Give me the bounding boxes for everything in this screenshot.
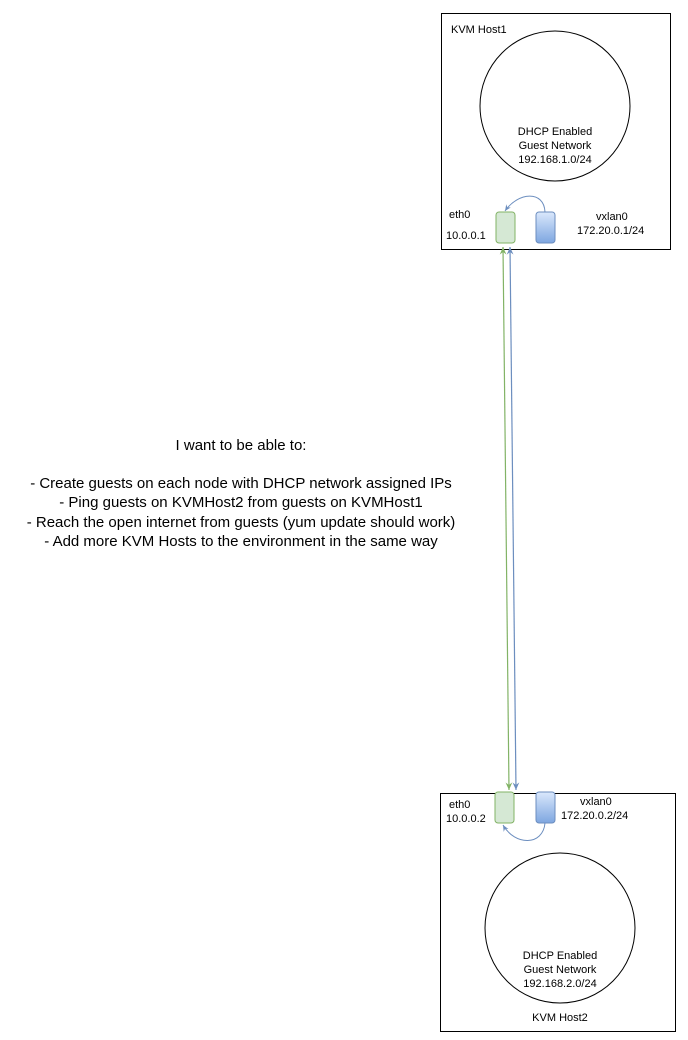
requirement-item: - Create guests on each node with DHCP network assigned IPs	[30, 475, 452, 492]
eth-link-blue	[510, 247, 516, 790]
host2-vxlan0-ip: 172.20.0.2/24	[561, 810, 629, 822]
requirement-item: - Add more KVM Hosts to the environment in the same way	[44, 533, 438, 550]
host1-title: KVM Host1	[451, 24, 507, 36]
eth-link-green	[503, 247, 509, 790]
host1-network-line3: 192.168.1.0/24	[518, 154, 592, 166]
host1-vxlan0-label: vxlan0	[596, 211, 628, 223]
host2-title: KVM Host2	[532, 1012, 588, 1024]
host2-vxlan0-label: vxlan0	[580, 796, 612, 808]
host2-eth0-label: eth0	[449, 799, 471, 811]
requirement-item: - Ping guests on KVMHost2 from guests on KVMHost1	[59, 494, 423, 511]
host1-eth0-interface[interactable]	[496, 212, 515, 243]
host1-vxlan0-interface[interactable]	[536, 212, 555, 243]
host1-group	[442, 14, 671, 250]
host2-network-line1: DHCP Enabled	[522, 950, 598, 962]
host1-eth0-ip: 10.0.0.1	[446, 230, 486, 242]
host2-group	[441, 792, 676, 1032]
host2-network-line3: 192.168.2.0/24	[523, 978, 597, 990]
host2-network-line2: Guest Network	[523, 964, 597, 976]
requirements-heading: I want to be able to:	[175, 437, 307, 454]
host2-eth0-interface[interactable]	[495, 792, 514, 823]
requirements-block	[27, 437, 456, 550]
host2-eth0-ip: 10.0.0.2	[446, 813, 486, 825]
host1-eth0-label: eth0	[449, 209, 471, 221]
host1-network-line2: Guest Network	[518, 140, 592, 152]
requirement-item: - Reach the open internet from guests (yum update should work)	[26, 514, 456, 531]
host1-vxlan0-ip: 172.20.0.1/24	[577, 225, 645, 237]
host1-network-line1: DHCP Enabled	[517, 126, 593, 138]
host2-vxlan0-interface[interactable]	[536, 792, 555, 823]
